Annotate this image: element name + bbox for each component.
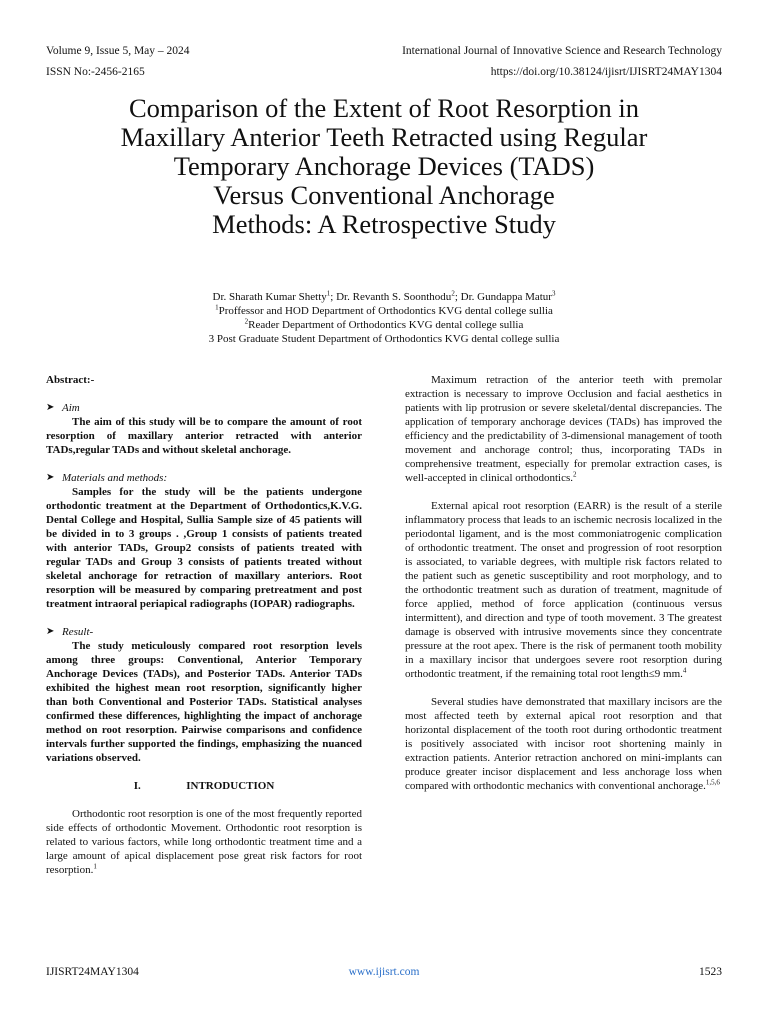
issn: ISSN No:-2456-2165	[46, 66, 145, 78]
citation-ref: 2	[573, 470, 577, 479]
paragraph	[405, 373, 722, 485]
title-line: Versus Conventional Anchorage	[213, 180, 555, 210]
paragraph-text: Several studies have demonstrated that maxillary incisors are the most affected teeth by external apical root resorption and that horizontal displacement of the tooth root during orthodontic treatment is positively associated with incisor root shortening mainly in extraction patients. Anterior retraction anchored on mini-implants can produce greater incisor displacement and less anchorage loss when compared with orthodontic mechanics with conventional anchorage.	[405, 696, 722, 792]
affiliation-sup: 1	[215, 303, 219, 312]
aim-label: Aim	[62, 402, 80, 414]
author-list	[40, 290, 728, 304]
title-line: Temporary Anchorage Devices (TADS)	[173, 151, 595, 181]
result-text: The study meticulously compared root resorption levels among three groups: Conventional, Anterior Temporary Anchorage Devices (TADs), and Posterior TADs. Anterior TADs exhibited the highest mean root resorption, significantly higher than both Conventional and Posterior TADs. Statistical analyses confirmed these differences, highlighting the impact of anchorage method on root resorption. Pairwise comparisons and confidence intervals further supported the findings, emphasizing the nuanced variations observed.	[46, 640, 362, 764]
methods-text: Samples for the study will be the patients undergone orthodontic treatment at the Department of Orthodontics,K.V.G. Dental College and Hospital, Sullia Sample size of 45 patients will be divided in to 3 groups . ,Group 1 consists of patients treated with anterior TADs, Group2 consists of patients treated with regular TADs and Group 3 consists of patients treated without skeletal anchorage for retraction of maxillary anteriors. Root resorption will be measured by comparing pretreatment and post treatment intraoral periapical radiographs (IOPAR) radiographs.	[46, 486, 362, 610]
arrow-bullet-icon: ➤	[46, 402, 55, 413]
website-link[interactable]: www.ijisrt.com	[348, 966, 420, 978]
author-sup: 1	[326, 289, 331, 298]
paper-title	[40, 94, 728, 239]
affiliation-text: Reader Department of Orthodontics KVG dental college sullia	[248, 319, 524, 331]
arrow-bullet-icon: ➤	[46, 472, 55, 483]
citation-ref: 4	[682, 666, 687, 675]
section-number: I.	[133, 780, 141, 792]
title-line: Comparison of the Extent of Root Resorption in	[128, 93, 640, 123]
right-column	[405, 373, 722, 793]
volume-info: Volume 9, Issue 5, May – 2024	[46, 45, 190, 57]
author-sup: 2	[451, 289, 455, 298]
page-number: 1523	[699, 966, 722, 978]
citation-ref: 1	[93, 862, 97, 871]
affiliation-3: 3 Post Graduate Student Department of Orthodontics KVG dental college sullia	[208, 333, 560, 345]
aim-heading	[46, 401, 362, 415]
paragraph-text: Maximum retraction of the anterior teeth with premolar extraction is necessary to improve Occlusion and facial aesthetics in patients with lip protrusion or severe skeletal/dental discrepancies. The application of temporary anchorage devices (TADs) has improved the efficiency and the predictability of 3-dimensional management of tooth movement and anchorage control; thus, incorporating TADs in comprehensive treatment, especially for premolar extraction cases, is well-accepted in clinical orthodontics.	[405, 374, 722, 484]
left-column	[46, 373, 362, 877]
abstract-heading: Abstract:-	[46, 374, 95, 386]
paragraph	[405, 499, 722, 681]
result-heading	[46, 625, 362, 639]
title-line: Methods: A Retrospective Study	[212, 209, 556, 239]
paragraph	[405, 695, 722, 793]
aim-text: The aim of this study will be to compare the amount of root resorption of maxillary anterior retracted with anterior TADs,regular TADs and without skeletal anchorage.	[46, 416, 362, 456]
section-heading-introduction	[46, 779, 362, 793]
title-line: Maxillary Anterior Teeth Retracted using Regular	[120, 122, 648, 152]
paragraph-text: External apical root resorption (EARR) is the result of a sterile inflammatory process that leads to an ischemic necrosis localized in the periodontal ligament, and is the most commoniatrogenic complication of orthodontic treatment. The onset and progression of root resorption is associated, to variable degrees, with multiple risk factors related to the patient such as genetic susceptibility and root morphology, and to the orthodontic treatment such as duration of treatment, magnitude of force applied, method of force application (continuous versus intermittent), and direction and type of tooth movement. 3 The greatest damage is observed with intrusive movements since they concentrate pressure at the root apex. There is the risk of permanent tooth mobility in a maxillary incisor that undergoes severe root resorption during orthodontic treatment, if the remaining total root length≤9 mm.	[405, 500, 722, 680]
footer-paper-id: IJISRT24MAY1304	[46, 966, 139, 978]
affiliation-2	[40, 318, 728, 332]
affiliation-text: Proffessor and HOD Department of Orthodontics KVG dental college sullia	[218, 305, 553, 317]
intro-paragraph	[46, 807, 362, 877]
section-title: INTRODUCTION	[186, 780, 275, 792]
author-name: ; Dr. Revanth S. Soonthodu	[330, 291, 452, 303]
footer-site	[0, 965, 768, 979]
doi-link[interactable]: https://doi.org/10.38124/ijisrt/IJISRT24MAY1304	[490, 66, 722, 78]
intro-text: Orthodontic root resorption is one of the most frequently reported side effects of orthodontic Movement. Orthodontic root resorption is related to various factors, while long orthodontic treatment time and a large amount of apical displacement pose great risk factors for root resorption.	[46, 808, 362, 876]
author-sup: 3	[551, 289, 556, 298]
arrow-bullet-icon: ➤	[46, 626, 55, 637]
author-name: ; Dr. Gundappa Matur	[454, 291, 552, 303]
citation-ref: 1,5,6	[705, 778, 720, 787]
methods-heading	[46, 471, 362, 485]
affiliation-1	[40, 304, 728, 318]
author-name: Dr. Sharath Kumar Shetty	[212, 291, 327, 303]
affiliation-sup: 2	[244, 317, 249, 326]
journal-name: International Journal of Innovative Science and Research Technology	[402, 45, 722, 57]
result-label: Result-	[62, 626, 94, 638]
methods-label: Materials and methods:	[62, 472, 168, 484]
